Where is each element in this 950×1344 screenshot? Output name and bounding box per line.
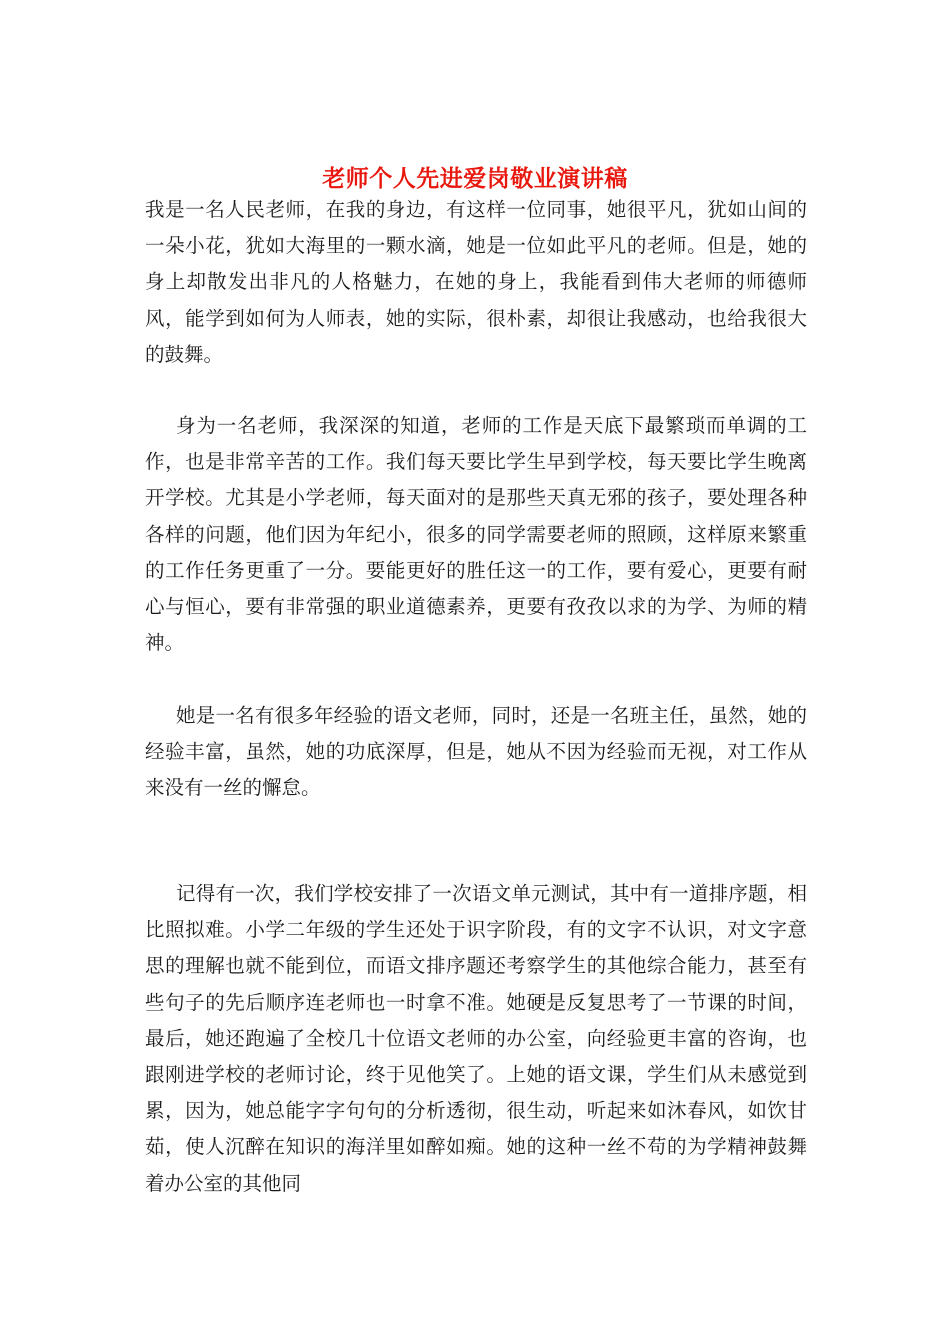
paragraph-3: 她是一名有很多年经验的语文老师，同时，还是一名班主任，虽然，她的经验丰富，虽然，她的功底深厚，但是，她从不因为经验而无视，对工作从来没有一丝的懈怠。 (145, 704, 807, 800)
document-title: 老师个人先进爱岗敬业演讲稿 (322, 165, 628, 193)
paragraph-2: 身为一名老师，我深深的知道，老师的工作是天底下最繁琐而单调的工作，也是非常辛苦的工作。我们每天要比学生早到学校，每天要比学生晚离开学校。尤其是小学老师，每天面对的是那些天真无邪的孩子，要处理各种各样的问题，他们因为年纪小，很多的同学需要老师的照顾，这样原来繁重的工作任务更重了一分。要能更好的胜任这一的工作，要有爱心，更要有耐心与恒心，要有非常强的职业道德素养，更要有孜孜以求的为学、为师的精神。 (145, 414, 807, 655)
paragraph-4: 记得有一次，我们学校安排了一次语文单元测试，其中有一道排序题，相比照拟难。小学二年级的学生还处于识字阶段，有的文字不认识，对文字意思的理解也就不能到位，而语文排序题还考察学生的其他综合能力，甚至有些句子的先后顺序连老师也一时拿不准。她硬是反复思考了一节课的时间，最后，她还跑遍了全校几十位语文老师的办公室，向经验更丰富的咨询，也跟刚进学校的老师讨论，终于见他笑了。上她的语文课，学生们从未感觉到累，因为，她总能字字句句的分析透彻，很生动，听起来如沐春风，如饮甘茹，使人沉醉在知识的海洋里如醉如痴。她的这种一丝不苟的为学精神鼓舞着办公室的其他同 (145, 882, 807, 1195)
paragraph-1: 我是一名人民老师，在我的身边，有这样一位同事，她很平凡，犹如山间的一朵小花，犹如大海里的一颗水滴，她是一位如此平凡的老师。但是，她的身上却散发出非凡的人格魅力，在她的身上，我能看到伟大老师的师德师风，能学到如何为人师表，她的实际，很朴素，却很让我感动，也给我很大的鼓舞。 (145, 198, 807, 366)
